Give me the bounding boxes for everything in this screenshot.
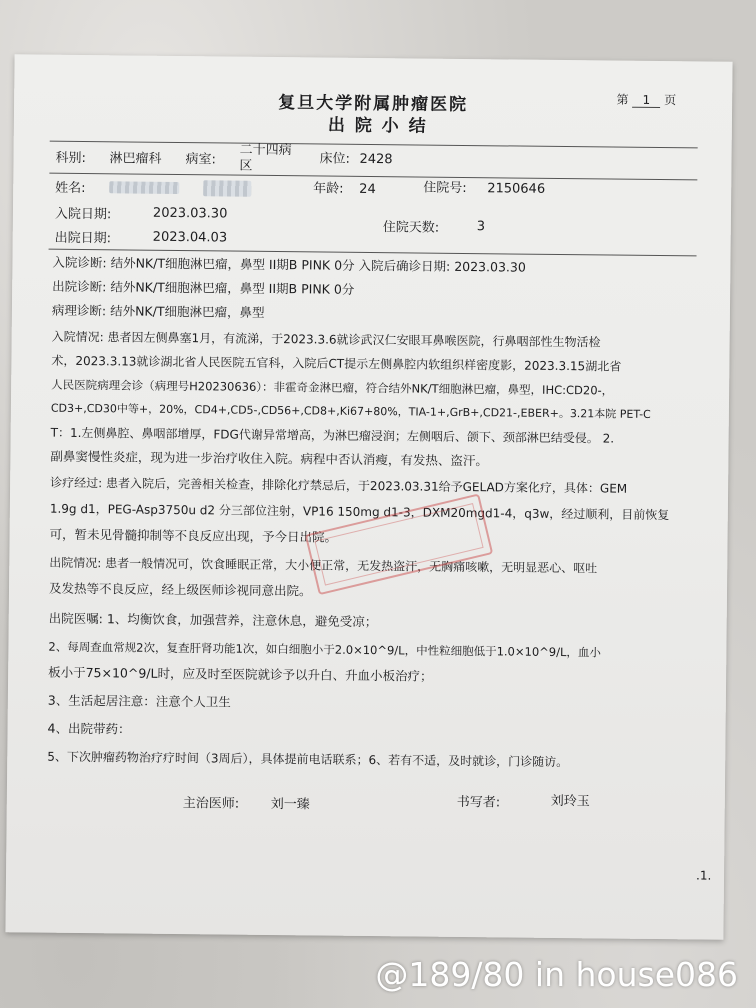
discharge-date-value: 2023.04.03 <box>152 229 228 246</box>
pathology-diagnosis: 病理诊断: 结外NK/T细胞淋巴瘤，鼻型 <box>51 302 265 320</box>
admission-no-label: 住院号: <box>423 180 467 197</box>
page-number <box>616 91 676 109</box>
dept-value: 淋巴瘤科 <box>109 151 162 167</box>
ward-value-2: 区 <box>239 158 253 174</box>
name-label: 姓名: <box>55 180 86 197</box>
discharge-order-4: 4、出院带药： <box>47 720 131 737</box>
admission-condition-line-4: CD3+,CD30中等+，20%，CD4+,CD5-,CD56+,CD8+,Ki67+80%，TIA-1+,GrB+,CD21-,EBER+。3.21本院 PET-C <box>50 401 651 421</box>
document-title: 出 院 小 结 <box>327 115 428 137</box>
divider <box>50 141 698 149</box>
dept-label: 科别: <box>55 150 86 167</box>
ward-label: 病室: <box>185 152 216 168</box>
admission-diagnosis: 入院诊断: 结外NK/T细胞淋巴瘤，鼻型 II期B PINK 0分 入院后确诊日期: 2023.03.30 <box>52 254 526 275</box>
admission-condition-line-6: 副鼻窦慢性炎症，现为进一步治疗收住入院。病程中否认消瘦，有发热、盗汗。 <box>50 448 488 469</box>
treatment-line-2: 1.9g d1，PEG-Asp3750u d2 分三部位注射，VP16 150mg d1-3，DXM20mgd1-4，q3w，经过顺利，目前恢复 <box>49 501 670 523</box>
bed-value: 2428 <box>359 151 393 168</box>
watermark-text: @189/80 in house086 <box>375 955 738 994</box>
ward-value-1: 二十四病 <box>239 142 292 159</box>
age-label: 年龄: <box>313 181 344 197</box>
attending-label: 主治医师: <box>182 796 240 812</box>
redacted-name <box>109 181 179 194</box>
discharge-condition-line-1: 出院情况: 患者一般情况可，饮食睡眠正常，大小便正常，无发热盗汗，无胸痛咳嗽，无明显恶心、呕吐 <box>49 555 598 576</box>
page-label-prefix: 第 <box>616 92 629 107</box>
admission-condition-line-2: 术，2023.3.13就诊湖北省人民医院五官科，入院后CT提示左侧鼻腔内软组织样密度影，2023.3.15湖北省 <box>51 353 622 374</box>
discharge-summary-sheet <box>5 54 732 939</box>
admission-condition-line-5: T：1.左侧鼻腔、鼻咽部增厚，FDG代谢异常增高，为淋巴瘤浸润；左侧咽后、颌下、颈部淋巴结受侵。 2. <box>50 425 615 446</box>
page-label-suffix: 页 <box>664 93 677 108</box>
footer-mark: .1. <box>695 868 712 883</box>
admission-condition-line-3: 人民医院病理会诊（病理号H20230636）：非霍奇金淋巴瘤，符合结外NK/T细胞淋巴瘤，鼻型，IHC:CD20-， <box>51 377 614 398</box>
redacted-info <box>203 180 251 197</box>
attending-value: 刘一臻 <box>270 796 310 813</box>
admit-date-value: 2023.03.30 <box>152 205 228 222</box>
discharge-order-5: 5、下次肿瘤药物治疗疗时间（3周后），具体提前电话联系；6、若有不适，及时就诊，门诊随访。 <box>47 749 569 770</box>
discharge-date-label: 出院日期: <box>54 230 112 247</box>
stay-days-value: 3 <box>476 219 486 235</box>
admission-condition-line-1: 入院情况: 患者因左侧鼻塞1月，有流涕，于2023.3.6就诊武汉仁安眼耳鼻喉医院，行鼻咽部性生物活检 <box>51 329 601 350</box>
divider <box>49 173 697 181</box>
discharge-condition-line-2: 及发热等不良反应，经上级医师诊视同意出院。 <box>48 580 312 599</box>
admit-date-label: 入院日期: <box>54 206 112 223</box>
hospital-name: 复旦大学附属肿瘤医院 <box>278 93 469 116</box>
discharge-order-2: 2、每周查血常规2次，复查肝肾功能1次，如白细胞小于2.0×10^9/L，中性粒细胞低于1.0×10^9/L，血小 <box>48 639 601 660</box>
page-number-value: 1 <box>632 93 660 108</box>
age-value: 24 <box>359 181 376 198</box>
bed-label: 床位: <box>319 151 351 167</box>
discharge-order-3: 3、生活起居注意：注意个人卫生 <box>47 692 231 710</box>
discharge-order-1: 出院医嘱: 1、均衡饮食，加强营养，注意休息，避免受凉； <box>48 610 378 630</box>
treatment-line-1: 诊疗经过: 患者入院后，完善相关检查，排除化疗禁忌后，于2023.03.31给予GELAD方案化疗，具体：GEM <box>50 475 628 496</box>
admission-no-value: 2150646 <box>487 181 546 197</box>
stay-days-label: 住院天数: <box>382 220 440 236</box>
treatment-line-3: 可，暂未见骨髓抑制等不良反应出现，予今日出院。 <box>49 526 338 545</box>
writer-label: 书写者: <box>456 794 501 811</box>
discharge-order-2-cont: 板小于75×10^9/L时，应及时至医院就诊予以升白、升血小板治疗； <box>48 664 433 684</box>
discharge-diagnosis: 出院诊断: 结外NK/T细胞淋巴瘤，鼻型 II期B PINK 0分 <box>52 278 355 297</box>
writer-value: 刘玲玉 <box>550 793 590 810</box>
